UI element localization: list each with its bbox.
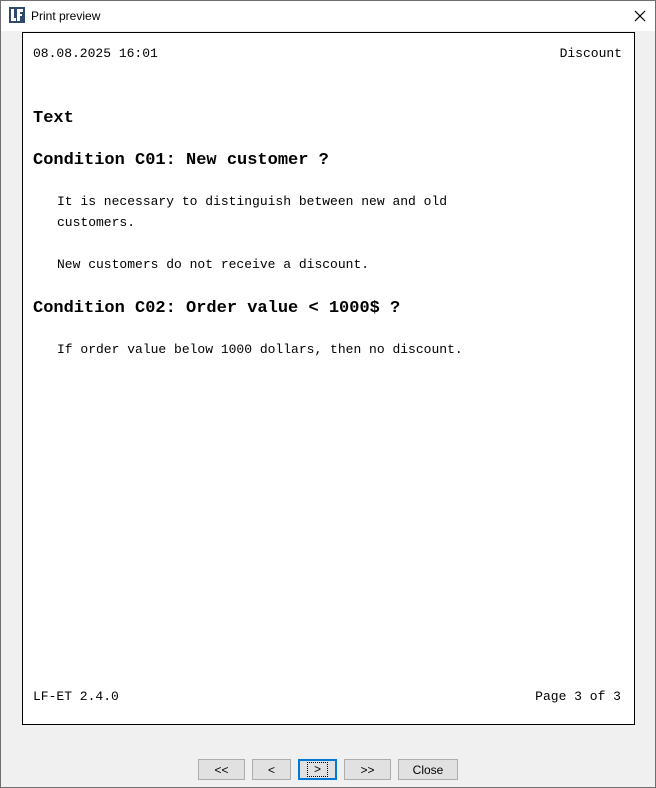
page-footer-page-number: Page 3 of 3	[535, 689, 621, 704]
close-button[interactable]: Close	[398, 759, 458, 780]
window-title: Print preview	[31, 9, 101, 23]
condition-c01-paragraph: New customers do not receive a discount.	[57, 257, 370, 272]
condition-heading-c02: Condition C02: Order value < 1000$ ?	[33, 299, 401, 318]
preview-page	[22, 32, 635, 725]
next-page-button[interactable]	[298, 759, 337, 780]
first-page-button[interactable]: <<	[198, 759, 245, 780]
last-page-button[interactable]: >>	[344, 759, 391, 780]
title-bar	[1, 1, 655, 31]
next-page-button-label: >	[307, 762, 328, 777]
section-heading-text: Text	[33, 109, 74, 128]
previous-page-button[interactable]: <	[252, 759, 291, 780]
page-header-title: Discount	[559, 46, 622, 61]
page-header-date: 08.08.2025 16:01	[33, 46, 158, 61]
condition-c01-paragraph: It is necessary to distinguish between new and old customers.	[57, 194, 448, 230]
page-footer-version: LF-ET 2.4.0	[33, 689, 119, 704]
condition-heading-c01: Condition C01: New customer ?	[33, 151, 329, 170]
lfet-logo-icon	[9, 7, 25, 23]
condition-c02-paragraph: If order value below 1000 dollars, then no discount.	[57, 342, 463, 357]
close-icon[interactable]	[625, 1, 655, 31]
